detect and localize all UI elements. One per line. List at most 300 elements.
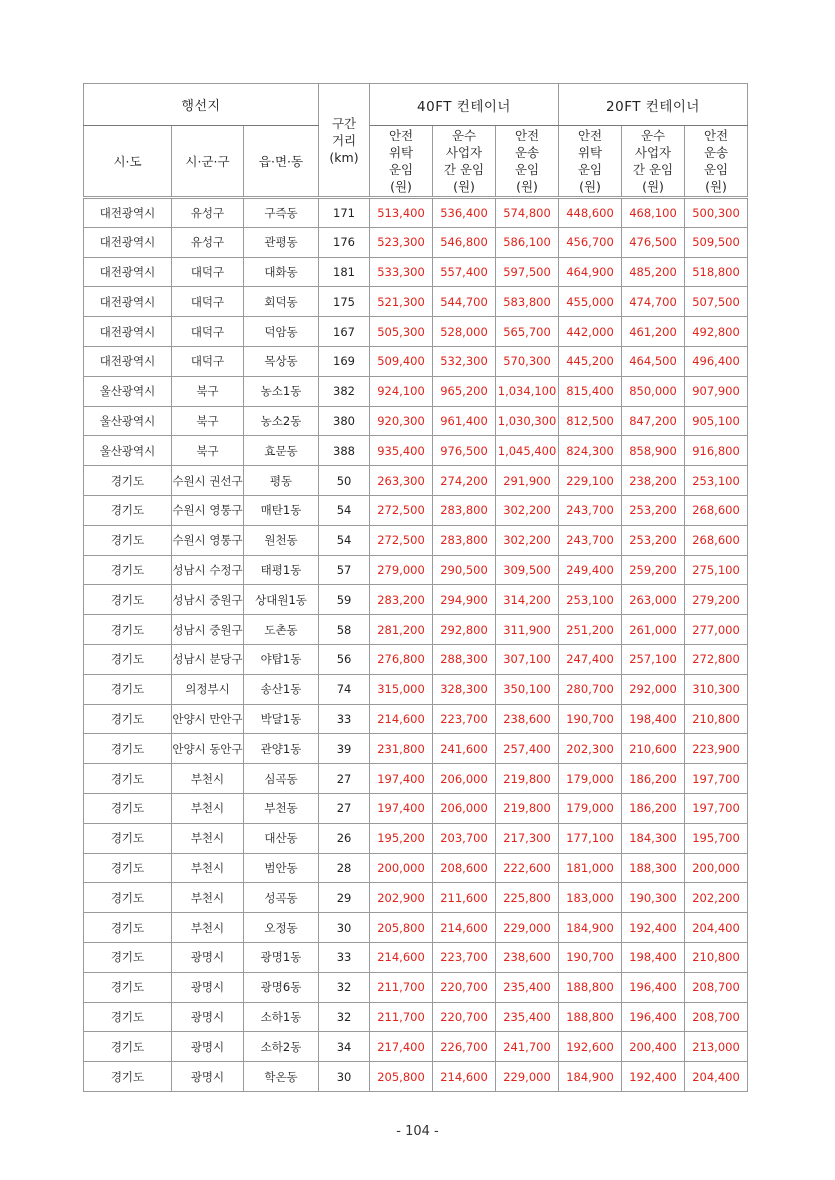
- cell-20ft-trust-rate: 247,400: [559, 644, 622, 674]
- cell-sigungu: 유성구: [172, 198, 244, 228]
- cell-eupmyeondong: 박달1동: [244, 704, 319, 734]
- cell-distance: 32: [319, 972, 370, 1002]
- cell-20ft-trust-rate: 190,700: [559, 704, 622, 734]
- cell-40ft-carrier-rate: 206,000: [433, 793, 496, 823]
- cell-eupmyeondong: 관양1동: [244, 734, 319, 764]
- cell-40ft-transport-rate: 307,100: [496, 644, 559, 674]
- cell-eupmyeondong: 관평동: [244, 227, 319, 257]
- cell-20ft-trust-rate: 188,800: [559, 972, 622, 1002]
- cell-eupmyeondong: 소하1동: [244, 1002, 319, 1032]
- header-eupmyeondong: 읍·면·동: [244, 126, 319, 198]
- cell-20ft-trust-rate: 812,500: [559, 406, 622, 436]
- cell-40ft-carrier-rate: 328,300: [433, 674, 496, 704]
- cell-20ft-carrier-rate: 184,300: [622, 823, 685, 853]
- cell-20ft-transport-rate: 208,700: [685, 1002, 748, 1032]
- cell-40ft-trust-rate: 211,700: [370, 1002, 433, 1032]
- cell-sigungu: 안양시 만안구: [172, 704, 244, 734]
- cell-distance: 33: [319, 704, 370, 734]
- cell-40ft-carrier-rate: 292,800: [433, 615, 496, 645]
- cell-40ft-carrier-rate: 214,600: [433, 913, 496, 943]
- cell-40ft-transport-rate: 217,300: [496, 823, 559, 853]
- cell-distance: 30: [319, 913, 370, 943]
- cell-40ft-trust-rate: 315,000: [370, 674, 433, 704]
- cell-distance: 176: [319, 227, 370, 257]
- table-row: [84, 1062, 748, 1092]
- cell-sido: 경기도: [84, 495, 172, 525]
- cell-20ft-transport-rate: 208,700: [685, 972, 748, 1002]
- cell-eupmyeondong: 학온동: [244, 1062, 319, 1092]
- cell-20ft-trust-rate: 202,300: [559, 734, 622, 764]
- cell-sido: 경기도: [84, 1062, 172, 1092]
- cell-20ft-trust-rate: 251,200: [559, 615, 622, 645]
- cell-40ft-transport-rate: 309,500: [496, 555, 559, 585]
- cell-distance: 169: [319, 346, 370, 376]
- cell-40ft-trust-rate: 197,400: [370, 764, 433, 794]
- cell-sigungu: 대덕구: [172, 257, 244, 287]
- cell-20ft-transport-rate: 916,800: [685, 436, 748, 466]
- cell-distance: 175: [319, 287, 370, 317]
- cell-20ft-trust-rate: 445,200: [559, 346, 622, 376]
- cell-sido: 경기도: [84, 555, 172, 585]
- cell-distance: 34: [319, 1032, 370, 1062]
- cell-sido: 대전광역시: [84, 287, 172, 317]
- cell-40ft-trust-rate: 505,300: [370, 317, 433, 347]
- cell-40ft-carrier-rate: 206,000: [433, 764, 496, 794]
- cell-sido: 울산광역시: [84, 376, 172, 406]
- table-row: [84, 823, 748, 853]
- table-row: [84, 1032, 748, 1062]
- cell-distance: 74: [319, 674, 370, 704]
- cell-eupmyeondong: 덕암동: [244, 317, 319, 347]
- header-destination: 행선지: [84, 84, 319, 126]
- cell-distance: 54: [319, 525, 370, 555]
- cell-20ft-trust-rate: 243,700: [559, 525, 622, 555]
- cell-20ft-carrier-rate: 196,400: [622, 972, 685, 1002]
- cell-40ft-trust-rate: 214,600: [370, 704, 433, 734]
- cell-40ft-carrier-rate: 536,400: [433, 198, 496, 228]
- cell-eupmyeondong: 농소1동: [244, 376, 319, 406]
- cell-sigungu: 북구: [172, 376, 244, 406]
- cell-sigungu: 부천시: [172, 793, 244, 823]
- header-20ft-trust-rate: 안전 위탁 운임 (원): [559, 126, 622, 198]
- cell-20ft-carrier-rate: 257,100: [622, 644, 685, 674]
- cell-sido: 경기도: [84, 734, 172, 764]
- cell-40ft-transport-rate: 222,600: [496, 853, 559, 883]
- cell-40ft-transport-rate: 235,400: [496, 972, 559, 1002]
- cell-eupmyeondong: 회덕동: [244, 287, 319, 317]
- cell-20ft-transport-rate: 500,300: [685, 198, 748, 228]
- cell-distance: 167: [319, 317, 370, 347]
- cell-40ft-carrier-rate: 532,300: [433, 346, 496, 376]
- cell-distance: 171: [319, 198, 370, 228]
- cell-40ft-trust-rate: 276,800: [370, 644, 433, 674]
- cell-20ft-trust-rate: 464,900: [559, 257, 622, 287]
- cell-40ft-carrier-rate: 220,700: [433, 972, 496, 1002]
- cell-20ft-trust-rate: 183,000: [559, 883, 622, 913]
- cell-eupmyeondong: 범안동: [244, 853, 319, 883]
- cell-20ft-carrier-rate: 200,400: [622, 1032, 685, 1062]
- cell-distance: 380: [319, 406, 370, 436]
- cell-40ft-trust-rate: 920,300: [370, 406, 433, 436]
- cell-eupmyeondong: 성곡동: [244, 883, 319, 913]
- cell-20ft-trust-rate: 181,000: [559, 853, 622, 883]
- cell-sigungu: 수원시 권선구: [172, 466, 244, 496]
- cell-sigungu: 의정부시: [172, 674, 244, 704]
- cell-40ft-trust-rate: 272,500: [370, 495, 433, 525]
- table-row: [84, 704, 748, 734]
- cell-20ft-transport-rate: 310,300: [685, 674, 748, 704]
- cell-40ft-transport-rate: 574,800: [496, 198, 559, 228]
- cell-sido: 대전광역시: [84, 257, 172, 287]
- header-distance: 구간 거리 (km): [319, 84, 370, 198]
- cell-sido: 경기도: [84, 525, 172, 555]
- cell-eupmyeondong: 야탑1동: [244, 644, 319, 674]
- cell-eupmyeondong: 태평1동: [244, 555, 319, 585]
- cell-40ft-transport-rate: 219,800: [496, 793, 559, 823]
- cell-eupmyeondong: 광명6동: [244, 972, 319, 1002]
- table-row: [84, 764, 748, 794]
- cell-eupmyeondong: 매탄1동: [244, 495, 319, 525]
- table-row: [84, 793, 748, 823]
- cell-eupmyeondong: 농소2동: [244, 406, 319, 436]
- cell-40ft-trust-rate: 279,000: [370, 555, 433, 585]
- cell-40ft-carrier-rate: 274,200: [433, 466, 496, 496]
- cell-40ft-trust-rate: 205,800: [370, 1062, 433, 1092]
- table-row: [84, 376, 748, 406]
- cell-eupmyeondong: 평동: [244, 466, 319, 496]
- cell-20ft-transport-rate: 253,100: [685, 466, 748, 496]
- table-row: [84, 615, 748, 645]
- cell-40ft-transport-rate: 235,400: [496, 1002, 559, 1032]
- cell-distance: 28: [319, 853, 370, 883]
- cell-40ft-trust-rate: 200,000: [370, 853, 433, 883]
- cell-40ft-carrier-rate: 544,700: [433, 287, 496, 317]
- table-row: [84, 525, 748, 555]
- cell-40ft-trust-rate: 272,500: [370, 525, 433, 555]
- freight-rate-table: [83, 83, 748, 1092]
- cell-20ft-transport-rate: 277,000: [685, 615, 748, 645]
- cell-40ft-transport-rate: 314,200: [496, 585, 559, 615]
- cell-40ft-transport-rate: 1,045,400: [496, 436, 559, 466]
- header-40ft-trust-rate: 안전 위탁 운임 (원): [370, 126, 433, 198]
- cell-20ft-carrier-rate: 186,200: [622, 793, 685, 823]
- cell-eupmyeondong: 부천동: [244, 793, 319, 823]
- cell-40ft-trust-rate: 523,300: [370, 227, 433, 257]
- cell-20ft-transport-rate: 907,900: [685, 376, 748, 406]
- cell-40ft-transport-rate: 583,800: [496, 287, 559, 317]
- header-40ft-container: 40FT 컨테이너: [370, 84, 559, 126]
- cell-sigungu: 북구: [172, 436, 244, 466]
- cell-20ft-carrier-rate: 461,200: [622, 317, 685, 347]
- cell-40ft-transport-rate: 291,900: [496, 466, 559, 496]
- cell-sido: 대전광역시: [84, 227, 172, 257]
- cell-40ft-carrier-rate: 223,700: [433, 942, 496, 972]
- cell-20ft-transport-rate: 195,700: [685, 823, 748, 853]
- cell-eupmyeondong: 대산동: [244, 823, 319, 853]
- table-row: [84, 257, 748, 287]
- cell-sigungu: 부천시: [172, 823, 244, 853]
- cell-40ft-trust-rate: 195,200: [370, 823, 433, 853]
- cell-20ft-trust-rate: 815,400: [559, 376, 622, 406]
- cell-40ft-carrier-rate: 290,500: [433, 555, 496, 585]
- cell-sido: 경기도: [84, 585, 172, 615]
- cell-20ft-trust-rate: 243,700: [559, 495, 622, 525]
- cell-20ft-transport-rate: 268,600: [685, 525, 748, 555]
- cell-sigungu: 부천시: [172, 883, 244, 913]
- cell-20ft-carrier-rate: 198,400: [622, 704, 685, 734]
- cell-20ft-transport-rate: 275,100: [685, 555, 748, 585]
- cell-20ft-transport-rate: 210,800: [685, 704, 748, 734]
- table-row: [84, 674, 748, 704]
- cell-sigungu: 대덕구: [172, 317, 244, 347]
- cell-20ft-transport-rate: 496,400: [685, 346, 748, 376]
- cell-40ft-trust-rate: 205,800: [370, 913, 433, 943]
- cell-distance: 59: [319, 585, 370, 615]
- cell-40ft-transport-rate: 597,500: [496, 257, 559, 287]
- cell-sido: 울산광역시: [84, 406, 172, 436]
- cell-40ft-carrier-rate: 226,700: [433, 1032, 496, 1062]
- cell-sigungu: 성남시 중원구: [172, 615, 244, 645]
- cell-sigungu: 대덕구: [172, 287, 244, 317]
- cell-20ft-carrier-rate: 253,200: [622, 495, 685, 525]
- cell-40ft-carrier-rate: 961,400: [433, 406, 496, 436]
- cell-sigungu: 수원시 영통구: [172, 525, 244, 555]
- cell-20ft-carrier-rate: 188,300: [622, 853, 685, 883]
- cell-eupmyeondong: 광명1동: [244, 942, 319, 972]
- cell-distance: 54: [319, 495, 370, 525]
- cell-20ft-trust-rate: 177,100: [559, 823, 622, 853]
- cell-40ft-trust-rate: 211,700: [370, 972, 433, 1002]
- cell-distance: 32: [319, 1002, 370, 1032]
- cell-sido: 경기도: [84, 913, 172, 943]
- page-number: - 104 -: [396, 1124, 439, 1139]
- cell-40ft-carrier-rate: 220,700: [433, 1002, 496, 1032]
- cell-20ft-trust-rate: 179,000: [559, 764, 622, 794]
- cell-sido: 경기도: [84, 615, 172, 645]
- cell-distance: 26: [319, 823, 370, 853]
- header-20ft-transport-rate: 안전 운송 운임 (원): [685, 126, 748, 198]
- cell-sigungu: 안양시 동안구: [172, 734, 244, 764]
- cell-distance: 382: [319, 376, 370, 406]
- cell-20ft-carrier-rate: 196,400: [622, 1002, 685, 1032]
- table-row: [84, 227, 748, 257]
- cell-20ft-carrier-rate: 198,400: [622, 942, 685, 972]
- cell-distance: 39: [319, 734, 370, 764]
- cell-20ft-transport-rate: 200,000: [685, 853, 748, 883]
- cell-40ft-transport-rate: 229,000: [496, 913, 559, 943]
- cell-sido: 경기도: [84, 644, 172, 674]
- header-40ft-carrier-rate: 운수 사업자 간 운임 (원): [433, 126, 496, 198]
- cell-20ft-trust-rate: 442,000: [559, 317, 622, 347]
- table-row: [84, 883, 748, 913]
- cell-40ft-transport-rate: 238,600: [496, 704, 559, 734]
- cell-distance: 27: [319, 764, 370, 794]
- cell-40ft-trust-rate: 217,400: [370, 1032, 433, 1062]
- cell-20ft-transport-rate: 507,500: [685, 287, 748, 317]
- cell-40ft-carrier-rate: 283,800: [433, 495, 496, 525]
- cell-20ft-trust-rate: 253,100: [559, 585, 622, 615]
- cell-sigungu: 광명시: [172, 942, 244, 972]
- cell-distance: 27: [319, 793, 370, 823]
- table-row: [84, 913, 748, 943]
- cell-eupmyeondong: 상대원1동: [244, 585, 319, 615]
- cell-20ft-transport-rate: 268,600: [685, 495, 748, 525]
- cell-40ft-transport-rate: 570,300: [496, 346, 559, 376]
- cell-20ft-transport-rate: 509,500: [685, 227, 748, 257]
- cell-20ft-carrier-rate: 261,000: [622, 615, 685, 645]
- table-row: [84, 317, 748, 347]
- cell-sido: 경기도: [84, 1032, 172, 1062]
- cell-20ft-transport-rate: 210,800: [685, 942, 748, 972]
- cell-sido: 경기도: [84, 466, 172, 496]
- cell-sido: 경기도: [84, 674, 172, 704]
- cell-20ft-transport-rate: 213,000: [685, 1032, 748, 1062]
- table-row: [84, 495, 748, 525]
- cell-40ft-trust-rate: 924,100: [370, 376, 433, 406]
- cell-sigungu: 부천시: [172, 764, 244, 794]
- cell-sido: 대전광역시: [84, 317, 172, 347]
- cell-40ft-transport-rate: 241,700: [496, 1032, 559, 1062]
- cell-eupmyeondong: 목상동: [244, 346, 319, 376]
- cell-20ft-transport-rate: 204,400: [685, 913, 748, 943]
- cell-20ft-transport-rate: 197,700: [685, 793, 748, 823]
- cell-sigungu: 유성구: [172, 227, 244, 257]
- cell-40ft-transport-rate: 350,100: [496, 674, 559, 704]
- header-40ft-transport-rate: 안전 운송 운임 (원): [496, 126, 559, 198]
- cell-20ft-transport-rate: 272,800: [685, 644, 748, 674]
- cell-20ft-trust-rate: 229,100: [559, 466, 622, 496]
- cell-eupmyeondong: 도촌동: [244, 615, 319, 645]
- cell-40ft-trust-rate: 281,200: [370, 615, 433, 645]
- table-row: [84, 853, 748, 883]
- cell-40ft-trust-rate: 202,900: [370, 883, 433, 913]
- cell-eupmyeondong: 소하2동: [244, 1032, 319, 1062]
- cell-20ft-carrier-rate: 210,600: [622, 734, 685, 764]
- cell-20ft-trust-rate: 824,300: [559, 436, 622, 466]
- cell-20ft-carrier-rate: 858,900: [622, 436, 685, 466]
- cell-20ft-transport-rate: 279,200: [685, 585, 748, 615]
- cell-sido: 경기도: [84, 972, 172, 1002]
- cell-20ft-carrier-rate: 238,200: [622, 466, 685, 496]
- cell-20ft-trust-rate: 249,400: [559, 555, 622, 585]
- table-row: [84, 644, 748, 674]
- cell-20ft-carrier-rate: 253,200: [622, 525, 685, 555]
- cell-40ft-carrier-rate: 288,300: [433, 644, 496, 674]
- cell-40ft-carrier-rate: 557,400: [433, 257, 496, 287]
- cell-eupmyeondong: 오정동: [244, 913, 319, 943]
- cell-20ft-carrier-rate: 485,200: [622, 257, 685, 287]
- cell-sido: 경기도: [84, 853, 172, 883]
- table-row: [84, 287, 748, 317]
- cell-sigungu: 부천시: [172, 853, 244, 883]
- cell-40ft-transport-rate: 302,200: [496, 495, 559, 525]
- cell-40ft-trust-rate: 509,400: [370, 346, 433, 376]
- cell-sigungu: 광명시: [172, 1062, 244, 1092]
- cell-eupmyeondong: 효문동: [244, 436, 319, 466]
- cell-eupmyeondong: 심곡동: [244, 764, 319, 794]
- cell-40ft-carrier-rate: 214,600: [433, 1062, 496, 1092]
- cell-40ft-trust-rate: 263,300: [370, 466, 433, 496]
- cell-40ft-carrier-rate: 976,500: [433, 436, 496, 466]
- cell-40ft-carrier-rate: 965,200: [433, 376, 496, 406]
- cell-40ft-transport-rate: 1,034,100: [496, 376, 559, 406]
- cell-40ft-transport-rate: 219,800: [496, 764, 559, 794]
- cell-distance: 30: [319, 1062, 370, 1092]
- cell-sido: 경기도: [84, 764, 172, 794]
- cell-distance: 50: [319, 466, 370, 496]
- cell-sigungu: 대덕구: [172, 346, 244, 376]
- cell-20ft-trust-rate: 184,900: [559, 1062, 622, 1092]
- cell-sido: 경기도: [84, 942, 172, 972]
- table-row: [84, 436, 748, 466]
- cell-40ft-trust-rate: 214,600: [370, 942, 433, 972]
- cell-40ft-transport-rate: 225,800: [496, 883, 559, 913]
- cell-20ft-trust-rate: 192,600: [559, 1032, 622, 1062]
- cell-40ft-transport-rate: 302,200: [496, 525, 559, 555]
- cell-distance: 181: [319, 257, 370, 287]
- cell-sigungu: 북구: [172, 406, 244, 436]
- cell-distance: 33: [319, 942, 370, 972]
- cell-sido: 경기도: [84, 793, 172, 823]
- cell-40ft-trust-rate: 935,400: [370, 436, 433, 466]
- table-row: [84, 198, 748, 228]
- cell-20ft-carrier-rate: 850,000: [622, 376, 685, 406]
- cell-sigungu: 광명시: [172, 1002, 244, 1032]
- cell-40ft-carrier-rate: 546,800: [433, 227, 496, 257]
- cell-sigungu: 성남시 분당구: [172, 644, 244, 674]
- cell-40ft-carrier-rate: 203,700: [433, 823, 496, 853]
- cell-40ft-carrier-rate: 211,600: [433, 883, 496, 913]
- table-row: [84, 734, 748, 764]
- cell-20ft-trust-rate: 280,700: [559, 674, 622, 704]
- cell-20ft-transport-rate: 492,800: [685, 317, 748, 347]
- cell-sido: 울산광역시: [84, 436, 172, 466]
- table-row: [84, 942, 748, 972]
- cell-eupmyeondong: 대화동: [244, 257, 319, 287]
- cell-20ft-carrier-rate: 263,000: [622, 585, 685, 615]
- cell-40ft-carrier-rate: 283,800: [433, 525, 496, 555]
- cell-distance: 56: [319, 644, 370, 674]
- cell-40ft-transport-rate: 311,900: [496, 615, 559, 645]
- cell-sigungu: 수원시 영통구: [172, 495, 244, 525]
- cell-20ft-carrier-rate: 468,100: [622, 198, 685, 228]
- table-row: [84, 1002, 748, 1032]
- header-sido: 시·도: [84, 126, 172, 198]
- cell-20ft-carrier-rate: 476,500: [622, 227, 685, 257]
- cell-20ft-trust-rate: 190,700: [559, 942, 622, 972]
- cell-sigungu: 성남시 수정구: [172, 555, 244, 585]
- cell-sigungu: 부천시: [172, 913, 244, 943]
- cell-20ft-transport-rate: 204,400: [685, 1062, 748, 1092]
- cell-sido: 대전광역시: [84, 346, 172, 376]
- cell-eupmyeondong: 구즉동: [244, 198, 319, 228]
- cell-40ft-trust-rate: 197,400: [370, 793, 433, 823]
- cell-20ft-trust-rate: 184,900: [559, 913, 622, 943]
- cell-40ft-trust-rate: 231,800: [370, 734, 433, 764]
- cell-distance: 57: [319, 555, 370, 585]
- cell-20ft-trust-rate: 448,600: [559, 198, 622, 228]
- cell-40ft-carrier-rate: 241,600: [433, 734, 496, 764]
- cell-distance: 58: [319, 615, 370, 645]
- header-20ft-carrier-rate: 운수 사업자 간 운임 (원): [622, 126, 685, 198]
- cell-20ft-carrier-rate: 847,200: [622, 406, 685, 436]
- cell-40ft-carrier-rate: 294,900: [433, 585, 496, 615]
- cell-sigungu: 광명시: [172, 972, 244, 1002]
- cell-40ft-transport-rate: 565,700: [496, 317, 559, 347]
- cell-40ft-transport-rate: 586,100: [496, 227, 559, 257]
- cell-40ft-trust-rate: 283,200: [370, 585, 433, 615]
- cell-sido: 경기도: [84, 704, 172, 734]
